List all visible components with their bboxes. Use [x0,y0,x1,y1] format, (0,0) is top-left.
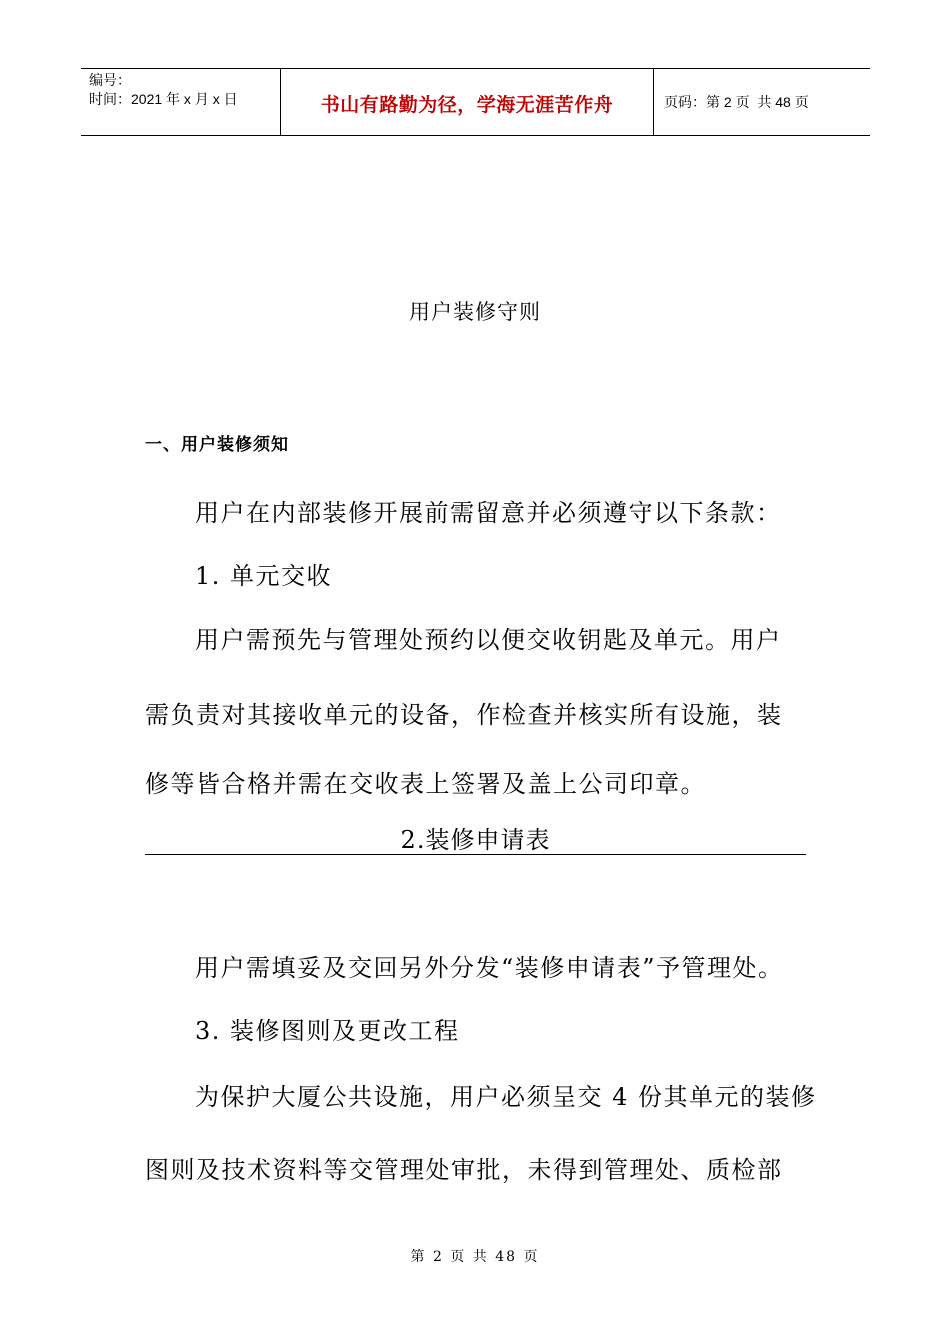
item2-title: 2.装修申请表 [145,820,806,855]
item2-paragraph: 用户需填妥及交回另外分发“装修申请表”予管理处。 [195,954,784,982]
header-page-code-cell [654,69,870,135]
item1-line-2: 需负责对其接收单元的设备，作检查并核实所有设施，装 [145,701,783,729]
item1-line-1: 用户需预先与管理处预约以便交收钥匙及单元。用户 [195,626,782,654]
page-header [81,68,870,136]
item3-title: 3. 装修图则及更改工程 [195,1017,460,1045]
header-motto-cell [281,69,654,135]
header-meta [81,69,281,135]
item3-line-1: 为保护大厦公共设施，用户必须呈交 4 份其单元的装修 [195,1083,817,1111]
time-label: 时间：2021 年 x 月 x 日 [89,91,238,107]
section-heading: 一、用户装修须知 [145,435,289,455]
item1-line-3: 修等皆合格并需在交收表上签署及盖上公司印章。 [145,770,706,798]
page-footer: 第 2 页 共 48 页 [410,1249,540,1265]
item1-title: 1. 单元交收 [195,562,333,590]
document-title: 用户装修守则 [409,300,541,324]
intro-paragraph: 用户在内部装修开展前需留意并必须遵守以下条款： [195,499,782,527]
item3-line-2: 图则及技术资料等交管理处审批，未得到管理处、质检部 [145,1156,783,1184]
motto-text: 书山有路勤为径，学海无涯苦作舟 [320,93,614,116]
serial-label: 编号： [89,72,131,88]
page-code: 页码：第 2 页 共 48 页 [664,94,809,110]
